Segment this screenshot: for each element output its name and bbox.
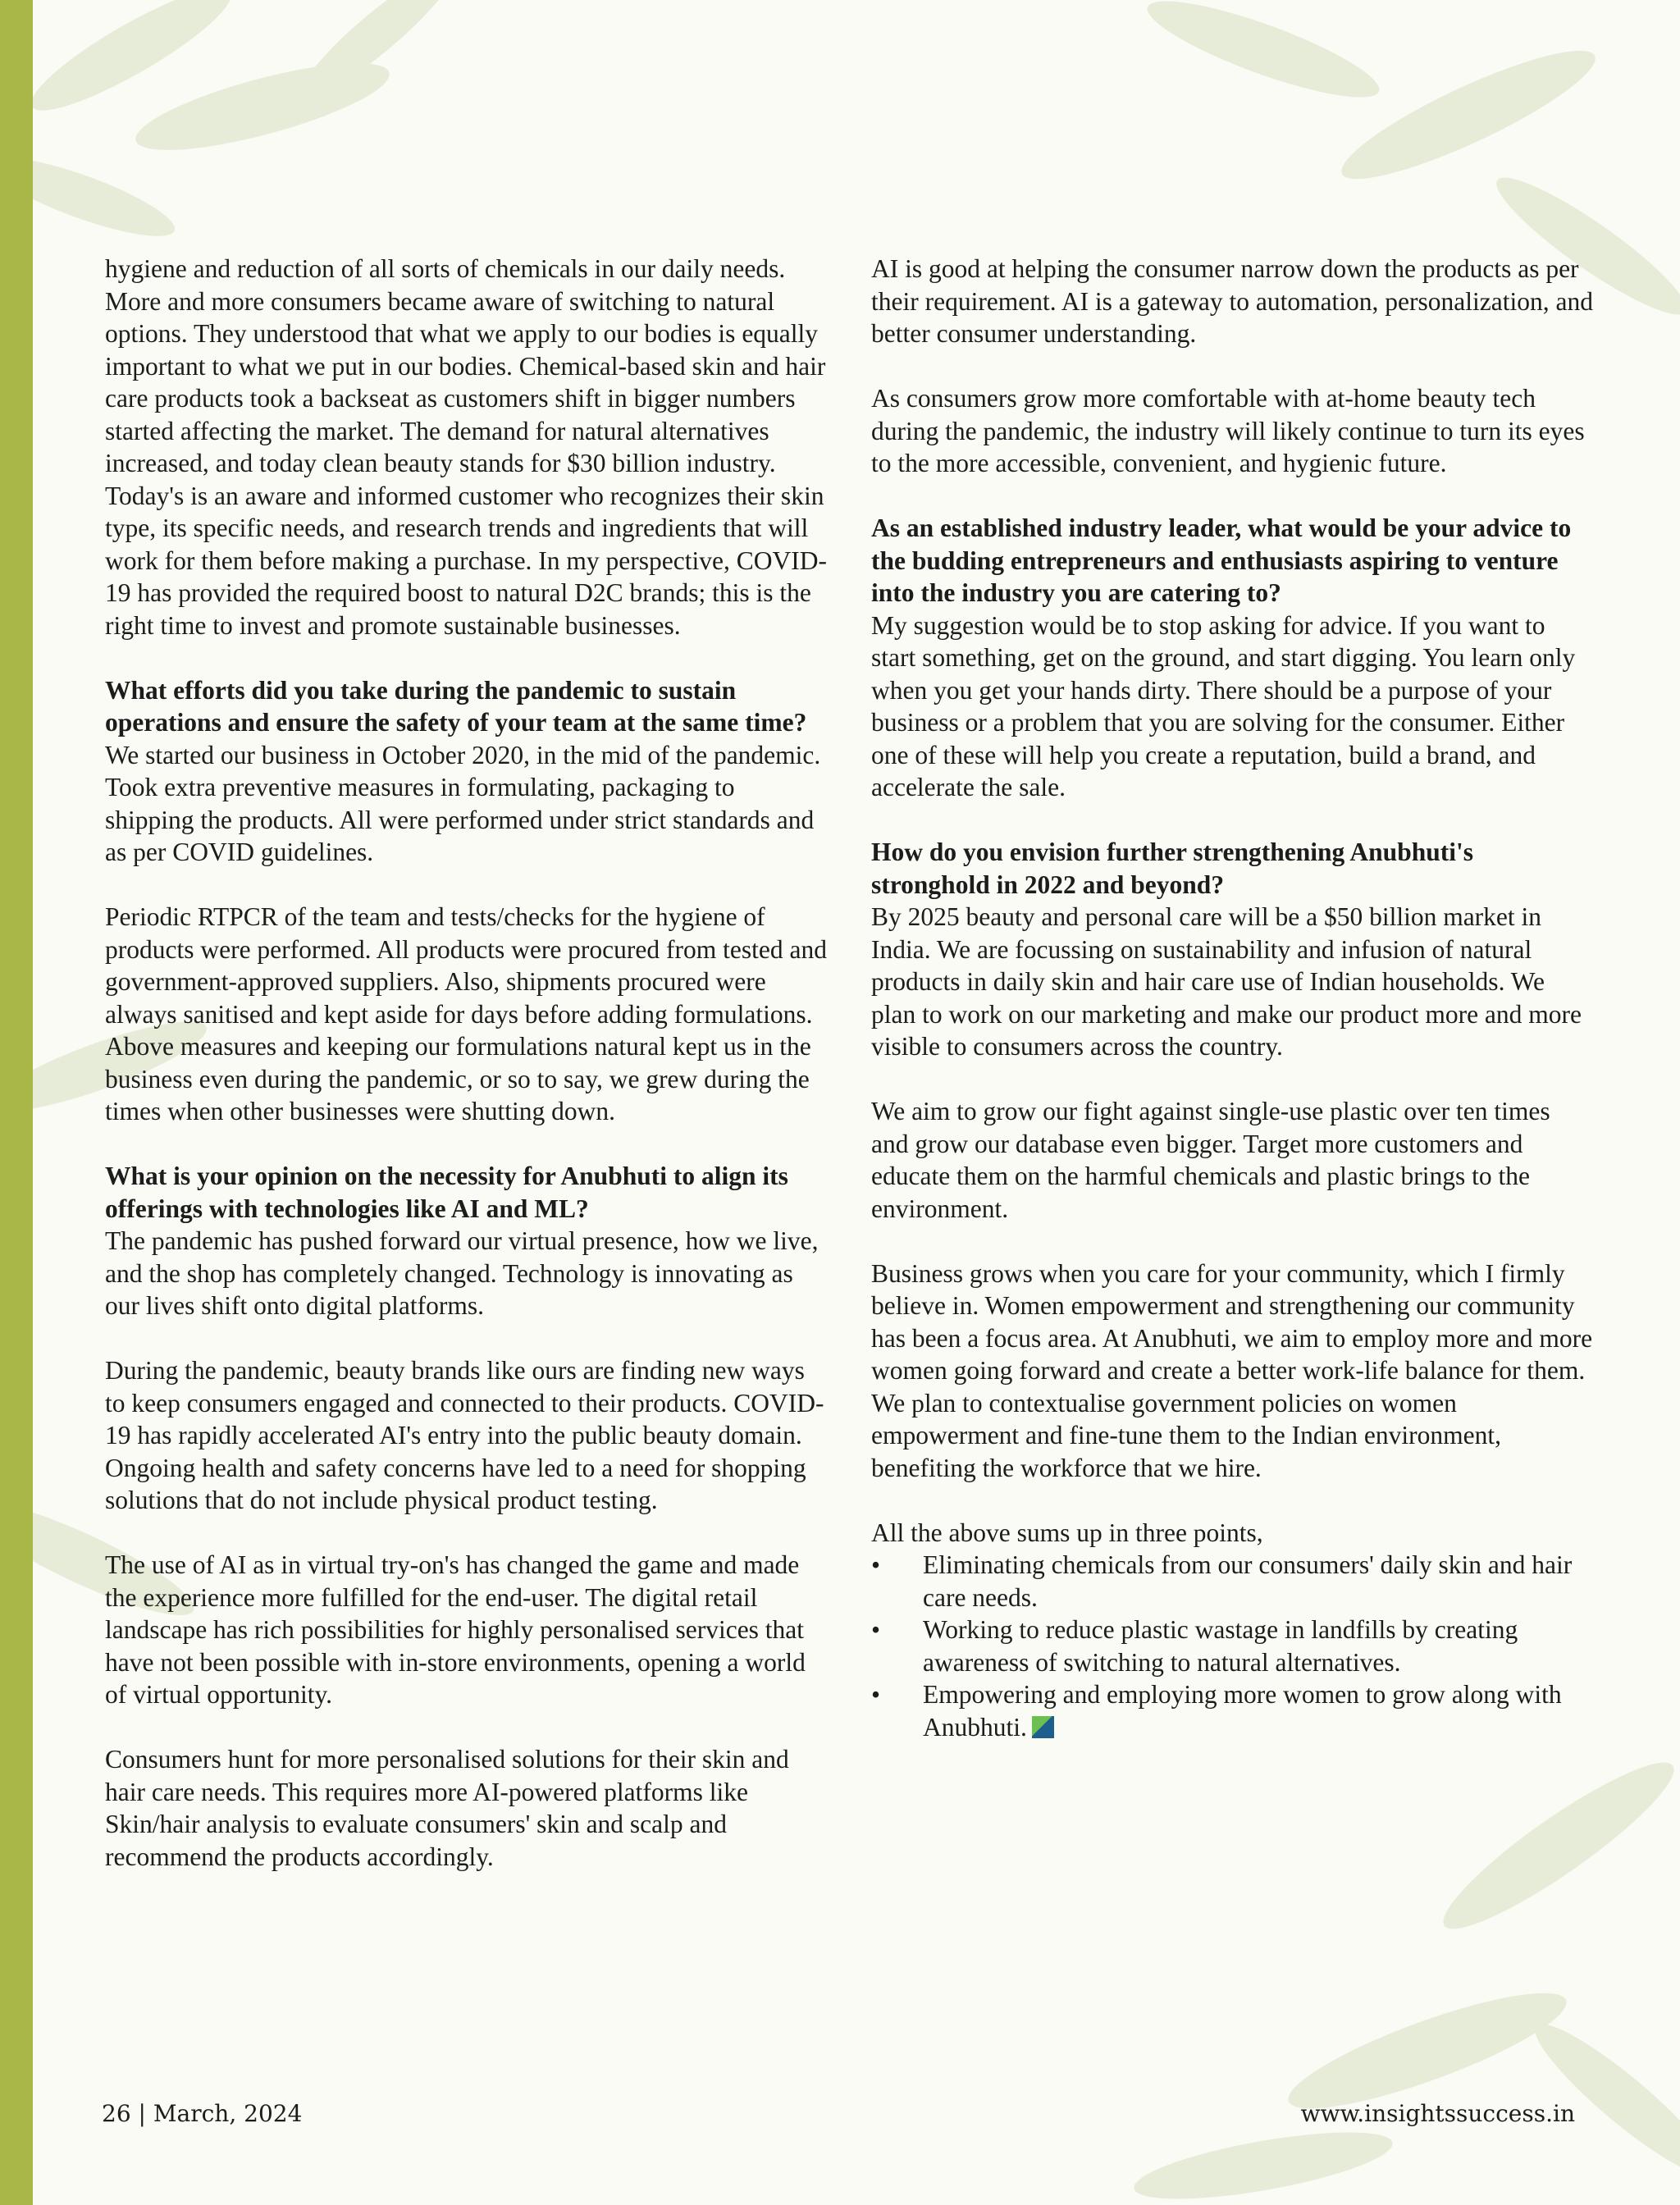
interview-question: How do you envision further strengthening Anubhuti's stronghold in 2022 and beyond? [871,838,1474,899]
body-paragraph: Consumers hunt for more personalised solutions for their skin and hair care needs. This requires more AI-powered platforms like Skin/hair analysis to evaluate consumers' skin and scalp and recommend the products accordingly. [105,1745,789,1871]
left-column [105,253,827,1906]
summary-point-text: Empowering and employing more women to grow along with Anubhuti. [923,1680,1562,1742]
summary-point-text: Eliminating chemicals from our consumers' daily skin and hair care needs. [923,1550,1573,1612]
summary-point [871,1549,1593,1614]
page-number-date: 26 | March, 2024 [102,2100,303,2127]
body-paragraph: hygiene and reduction of all sorts of chemicals in our daily needs. More and more consumers became aware of switching to natural options. They understood that what we apply to our bodies is equally important to what we put in our bodies. Chemical-based skin and hair care products took a backseat as customers shift in bigger numbers started affecting the market. The demand for natural alternatives increased, and today clean beauty stands for $30 billion industry. Today's is an aware and informed customer who recognizes their skin type, its specific needs, and research trends and ingredients that will work for them before making a purchase. In my perspective, COVID-19 has provided the required boost to natural D2C brands; this is the right time to invest and promote sustainable businesses. [105,254,827,640]
body-paragraph: The use of AI as in virtual try-on's has changed the game and made the experience more fulfilled for the end-user. The digital retail landscape has rich possibilities for highly personalised services that have not been possible with in-store environments, opening a world of virtual opportunity. [105,1550,806,1709]
interview-question: What efforts did you take during the pandemic to sustain operations and ensure the safety of your team at the same time? [105,675,807,737]
left-accent-bar [0,0,33,2205]
body-paragraph: We aim to grow our fight against single-use plastic over ten times and grow our database even bigger. Target more customers and educate them on the harmful chemicals and plastic brings to the environment. [871,1097,1550,1223]
bullet-icon: • [871,1615,881,1644]
summary-point-text: Working to reduce plastic wastage in landfills by creating awareness of switching to natural alternatives. [923,1615,1518,1677]
summary-intro: All the above sums up in three points, [871,1518,1263,1547]
body-paragraph: AI is good at helping the consumer narrow down the products as per their requirement. AI is a gateway to automation, personalization, and better consumer understanding. [871,254,1593,348]
interview-question: What is your opinion on the necessity for Anubhuti to align its offerings with technologies like AI and ML? [105,1162,788,1223]
summary-points-list [871,1549,1593,1743]
bullet-icon: • [871,1680,881,1709]
right-column-paragraphs [871,253,1593,1484]
right-column [871,253,1593,1743]
article-end-mark-icon [1032,1716,1054,1738]
website-link[interactable]: www.insightssuccess.in [1300,2100,1575,2127]
interview-answer: The pandemic has pushed forward our virtual presence, how we live, and the shop has completely changed. Technology is innovating as our lives shift onto digital platforms. [105,1226,819,1320]
body-paragraph: Periodic RTPCR of the team and tests/checks for the hygiene of products were performed. All products were procured from tested and government-approved suppliers. Also, shipments procured were always sanitised and kept aside for days before adding formulations. Above measures and keeping our formulations natural kept us in the business even during the pandemic, or so to say, we grew during the times when other businesses were shutting down. [105,902,827,1125]
interview-answer: By 2025 beauty and personal care will be a $50 billion market in India. We are focussing on sustainability and infusion of natural products in daily skin and hair care use of Indian households. We plan to work on our marketing and make our product more and more visible to consumers across the country. [871,902,1582,1061]
interview-answer: We started our business in October 2020, in the mid of the pandemic. Took extra preventive measures in formulating, packaging to shipping the products. All were performed under strict standards and as per COVID guidelines. [105,740,821,866]
body-paragraph: During the pandemic, beauty brands like ours are finding new ways to keep consumers engaged and connected to their products. COVID-19 has rapidly accelerated AI's entry into the public beauty domain. Ongoing health and safety concerns have led to a need for shopping solutions that do not include physical product testing. [105,1356,824,1514]
bullet-icon: • [871,1550,881,1579]
summary-point [871,1678,1593,1743]
body-paragraph: As consumers grow more comfortable with at-home beauty tech during the pandemic, the industry will likely continue to turn its eyes to the more accessible, convenient, and hygienic future. [871,384,1585,477]
interview-answer: My suggestion would be to stop asking for advice. If you want to start something, get on the ground, and start digging. You learn only when you get your hands dirty. There should be a purpose of your business or a problem that you are solving for the consumer. Either one of these will help you create a reputation, build a brand, and accelerate the sale. [871,610,1576,801]
body-paragraph: Business grows when you care for your community, which I firmly believe in. Women empowerment and strengthening our community has been a focus area. At Anubhuti, we aim to employ more and more women going forward and create a better work-life balance for them. We plan to contextualise government policies on women empowerment and fine-tune them to the Indian environment, benefiting the workforce that we hire. [871,1258,1593,1482]
interview-question: As an established industry leader, what would be your advice to the budding entrepreneurs and enthusiasts aspiring to venture into the industry you are catering to? [871,514,1572,607]
summary-point [871,1614,1593,1678]
